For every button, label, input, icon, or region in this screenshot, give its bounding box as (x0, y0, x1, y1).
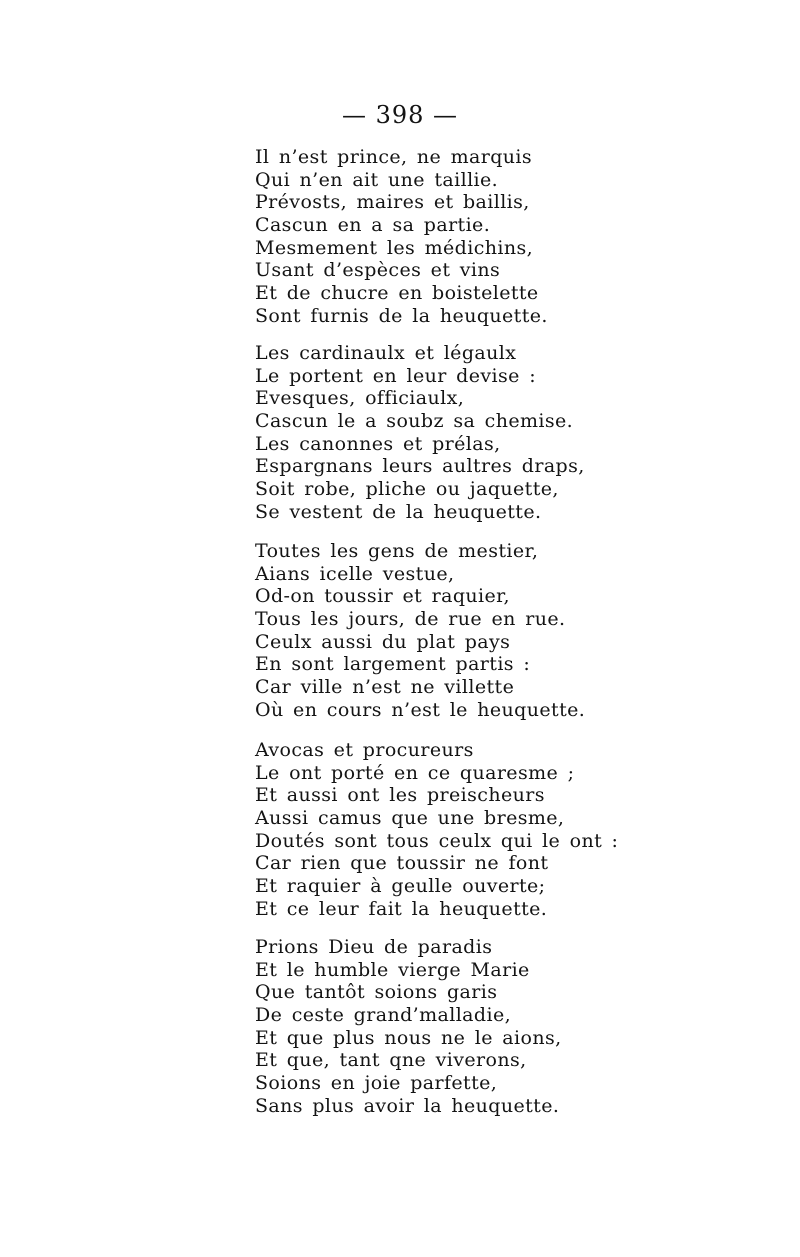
verse-line: Soions en joie parfette, (255, 1072, 498, 1095)
verse-line: Evesques, officiaulx, (255, 387, 465, 410)
verse-line: Où en cours n’est le heuquette. (255, 698, 586, 721)
verse-line: Doutés sont tous ceulx qui le ont : (255, 829, 619, 852)
verse-line: Et de chucre en boistelette (255, 282, 539, 305)
verse-line: Se vestent de la heuquette. (255, 500, 542, 523)
verse-line: Avocas et procureurs (255, 739, 474, 761)
verse-line: Aians icelle vestue, (255, 562, 455, 585)
verse-line: Od-on toussir et raquier, (255, 585, 510, 608)
verse-line: Sont furnis de la heuquette. (255, 304, 548, 327)
verse-line: Que tantôt soions garis (255, 981, 498, 1004)
verse-line: De ceste grand’malladie, (255, 1004, 512, 1027)
verse-line: Le ont porté en ce quaresme ; (255, 761, 575, 784)
verse-line: Les canonnes et prélas, (255, 432, 501, 455)
stanza-2 (255, 342, 585, 524)
page-number: — 398 — (341, 101, 459, 129)
stanza-1 (255, 146, 575, 328)
stanza-5 (255, 936, 575, 1118)
verse-line: Les cardinaulx et légaulx (255, 342, 517, 364)
stanza-3 (255, 540, 586, 722)
verse-line: Et ce leur fait la heuquette. (255, 897, 548, 920)
verse-line: Soit robe, pliche ou jaquette, (255, 478, 559, 501)
verse-line: Prions Dieu de paradis (255, 936, 493, 958)
verse-line: Car rien que toussir ne font (255, 852, 549, 875)
verse-line: Et que, tant qne viverons, (255, 1049, 527, 1072)
verse-line: En sont largement partis : (255, 653, 531, 676)
verse-line: Mesmement les médichins, (255, 236, 534, 259)
verse-line: Et le humble vierge Marie (255, 958, 530, 981)
verse-line: Aussi camus que une bresme, (255, 807, 565, 830)
verse-line: Et aussi ont les preischeurs (255, 784, 545, 807)
verse-line: Sans plus avoir la heuquette. (255, 1094, 560, 1117)
verse-line: Cascun en a sa partie. (255, 214, 491, 237)
verse-line: Et que plus nous ne le aions, (255, 1026, 562, 1049)
verse-line: Qui n’en ait une taillie. (255, 168, 499, 191)
verse-line: Le portent en leur devise : (255, 364, 537, 387)
verse-line: Cascun le a soubz sa chemise. (255, 410, 574, 433)
verse-line: Tous les jours, de rue en rue. (255, 608, 566, 631)
verse-line: Car ville n’est ne villette (255, 676, 515, 699)
verse-line: Toutes les gens de mestier, (255, 540, 539, 562)
verse-line: Espargnans leurs aultres draps, (255, 455, 585, 478)
stanza-4 (255, 739, 619, 921)
verse-line: Il n’est prince, ne marquis (255, 146, 533, 168)
verse-line: Usant d’espèces et vins (255, 259, 501, 282)
verse-line: Et raquier à geulle ouverte; (255, 875, 546, 898)
verse-line: Ceulx aussi du plat pays (255, 630, 511, 653)
verse-line: Prévosts, maires et baillis, (255, 191, 530, 214)
